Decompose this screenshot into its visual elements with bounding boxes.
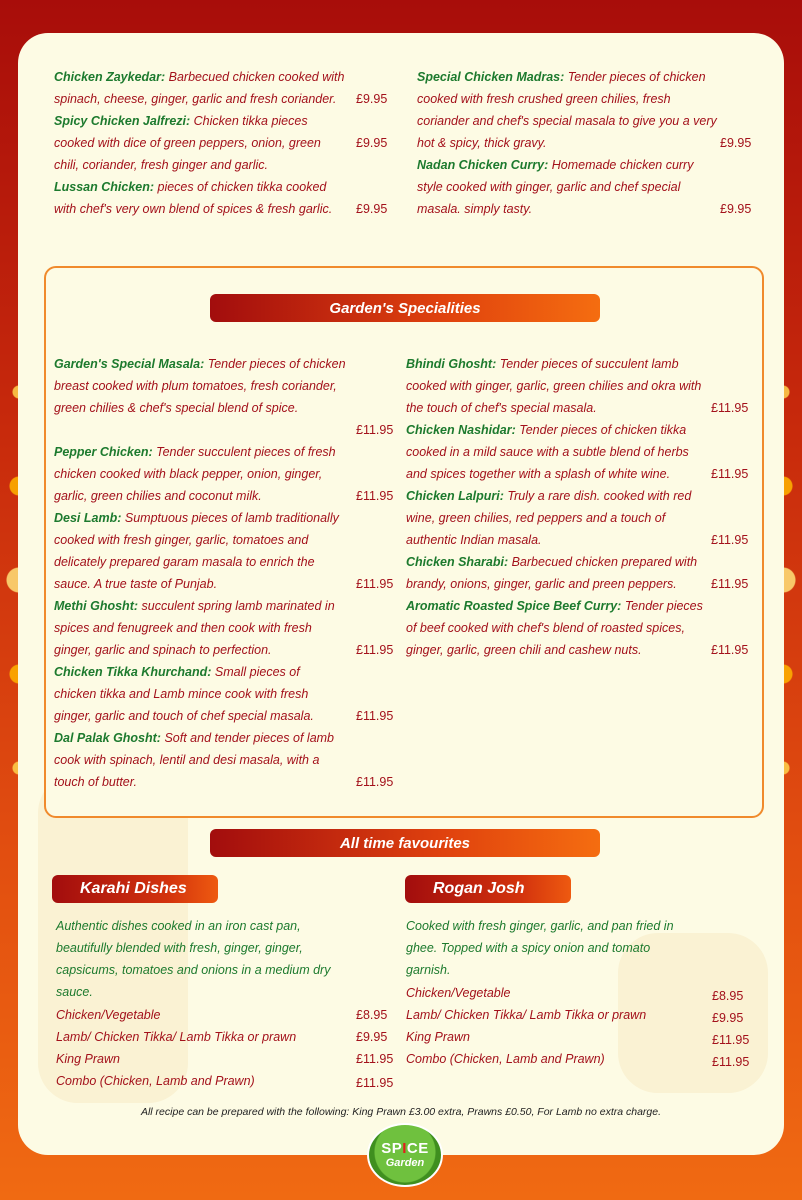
- item-price: £11.95: [711, 577, 749, 591]
- menu-item: [54, 66, 354, 110]
- item-name: Aromatic Roasted Spice Beef Curry:: [406, 599, 622, 613]
- karahi-option: King Prawn: [56, 1052, 120, 1066]
- item-price: £9.95: [356, 136, 388, 150]
- karahi-option-price: £11.95: [356, 1052, 394, 1066]
- item-name: Dal Palak Ghosht:: [54, 731, 161, 745]
- logo-sp: SP: [381, 1140, 403, 1157]
- item-name: Chicken Zaykedar:: [54, 70, 166, 84]
- item-price: £11.95: [711, 467, 749, 481]
- item-desc: Barbecued chicken prepared with brandy, onions, ginger, garlic and preen peppers.: [406, 555, 698, 591]
- menu-item: [406, 551, 712, 595]
- item-name: Chicken Sharabi:: [406, 555, 509, 569]
- item-desc: Chicken tikka pieces cooked with dice of green peppers, onion, green chili, coriander, fresh ginger and garlic.: [54, 114, 321, 172]
- item-desc: Soft and tender pieces of lamb cook with spinach, lentil and desi masala, with a touch of butter.: [54, 731, 335, 789]
- menu-item: [54, 353, 352, 419]
- item-price: £11.95: [356, 775, 394, 789]
- item-desc: Sumptuous pieces of lamb traditionally cooked with fresh ginger, garlic, tomatoes and delicately prepared garam masala to enrich the sauce. A true taste of Punjab.: [54, 511, 339, 591]
- rogan-option-price: £9.95: [712, 1011, 744, 1025]
- menu-item: [406, 485, 706, 551]
- item-desc: Tender pieces of beef cooked with chef's blend of roasted spices, ginger, garlic, green chili and cashew nuts.: [406, 599, 703, 657]
- item-price: £11.95: [711, 533, 749, 547]
- item-desc: Homemade chicken curry style cooked with ginger, garlic and chef special masala. simply tasty.: [417, 158, 694, 216]
- footer-note: All recipe can be prepared with the following: King Prawn £3.00 extra, Prawns £0.50, For Lamb no extra charge.: [140, 1106, 662, 1118]
- menu-item: [54, 507, 352, 595]
- rogan-option-price: £8.95: [712, 989, 744, 1003]
- menu-item: [54, 176, 352, 220]
- item-price: £11.95: [356, 423, 394, 437]
- item-name: Chicken Nashidar:: [406, 423, 516, 437]
- logo-line2: Garden: [385, 1157, 425, 1169]
- menu-item: [406, 419, 706, 485]
- item-price: £11.95: [356, 489, 394, 503]
- karahi-desc: Authentic dishes cooked in an iron cast pan, beautifully blended with fresh, ginger, ginger, capsicums, tomatoes and onions in a medium dry sauce.: [56, 919, 331, 999]
- specialities-banner: Garden's Specialities: [210, 294, 600, 322]
- item-name: Pepper Chicken:: [54, 445, 153, 459]
- rogan-option-price: £11.95: [712, 1055, 750, 1069]
- item-name: Spicy Chicken Jalfrezi:: [54, 114, 191, 128]
- menu-item: [406, 595, 706, 661]
- item-desc: Truly a rare dish. cooked with red wine, green chilies, red peppers and a touch of authentic Indian masala.: [406, 489, 692, 547]
- rogan-desc: Cooked with fresh ginger, garlic, and pan fried in ghee. Topped with a spicy onion and tomato garnish.: [406, 919, 674, 977]
- item-desc: Tender pieces of chicken tikka cooked in a mild sauce with a subtle blend of herbs and spices together with a splash of white wine.: [406, 423, 689, 481]
- menu-item: [54, 441, 352, 507]
- karahi-option: Combo (Chicken, Lamb and Prawn): [56, 1074, 255, 1088]
- item-name: Special Chicken Madras:: [417, 70, 565, 84]
- item-name: Chicken Lalpuri:: [406, 489, 504, 503]
- item-price: £11.95: [356, 577, 394, 591]
- logo-ce: CE: [406, 1140, 429, 1157]
- item-desc: pieces of chicken tikka cooked with chef's very own blend of spices & fresh garlic.: [54, 180, 333, 216]
- menu-item: [406, 353, 706, 419]
- menu-item: [54, 727, 352, 793]
- logo-line1: [381, 1141, 429, 1157]
- item-name: Nadan Chicken Curry:: [417, 158, 549, 172]
- logo-i: I: [402, 1140, 407, 1157]
- item-desc: succulent spring lamb marinated in spices and fenugreek and then cook with fresh ginger, garlic and spinach to perfection.: [54, 599, 335, 657]
- item-desc: Barbecued chicken cooked with spinach, cheese, ginger, garlic and fresh coriander.: [54, 70, 345, 106]
- item-price: £9.95: [356, 92, 388, 106]
- rogan-option: Lamb/ Chicken Tikka/ Lamb Tikka or prawn: [406, 1008, 647, 1022]
- item-name: Methi Ghosht:: [54, 599, 139, 613]
- item-price: £9.95: [356, 202, 388, 216]
- item-desc: Tender pieces of succulent lamb cooked with ginger, garlic, green chilies and okra with the touch of chef's special masala.: [406, 357, 702, 415]
- rogan-banner: Rogan Josh: [405, 875, 571, 903]
- item-name: Lussan Chicken:: [54, 180, 155, 194]
- item-price: £11.95: [356, 643, 394, 657]
- item-price: £11.95: [356, 709, 394, 723]
- menu-item: [54, 110, 344, 176]
- rogan-option-price: £11.95: [712, 1033, 750, 1047]
- item-price: £9.95: [720, 136, 752, 150]
- item-price: £9.95: [720, 202, 752, 216]
- karahi-option-price: £11.95: [356, 1076, 394, 1090]
- karahi-banner: Karahi Dishes: [52, 875, 218, 903]
- item-name: Chicken Tikka Khurchand:: [54, 665, 212, 679]
- karahi-option-price: £9.95: [356, 1030, 388, 1044]
- menu-item: [54, 661, 344, 727]
- item-desc: Tender succulent pieces of fresh chicken cooked with black pepper, onion, ginger, garlic, green chilies and coconut milk.: [54, 445, 336, 503]
- item-desc: Small pieces of chicken tikka and Lamb mince cook with fresh ginger, garlic and touch of chef special masala.: [54, 665, 314, 723]
- karahi-option: Lamb/ Chicken Tikka/ Lamb Tikka or prawn: [56, 1030, 297, 1044]
- spice-garden-logo: [367, 1123, 443, 1187]
- menu-item: [417, 154, 707, 220]
- menu-item: [54, 595, 352, 661]
- item-price: £11.95: [711, 643, 749, 657]
- rogan-option: Combo (Chicken, Lamb and Prawn): [406, 1052, 605, 1066]
- rogan-option: Chicken/Vegetable: [406, 986, 511, 1000]
- item-name: Desi Lamb:: [54, 511, 122, 525]
- item-desc: Tender pieces of chicken breast cooked with plum tomatoes, fresh coriander, green chilies & chef's special blend of spice.: [54, 357, 346, 415]
- item-desc: Tender pieces of chicken cooked with fresh crushed green chilies, fresh coriander and chef's special masala to give you a very hot & spicy, thick gravy.: [417, 70, 717, 150]
- rogan-option: King Prawn: [406, 1030, 470, 1044]
- menu-item: [417, 66, 717, 154]
- item-price: £11.95: [711, 401, 749, 415]
- item-name: Garden's Special Masala:: [54, 357, 205, 371]
- karahi-option-price: £8.95: [356, 1008, 388, 1022]
- favourites-banner: All time favourites: [210, 829, 600, 857]
- karahi-option: Chicken/Vegetable: [56, 1008, 161, 1022]
- item-name: Bhindi Ghosht:: [406, 357, 497, 371]
